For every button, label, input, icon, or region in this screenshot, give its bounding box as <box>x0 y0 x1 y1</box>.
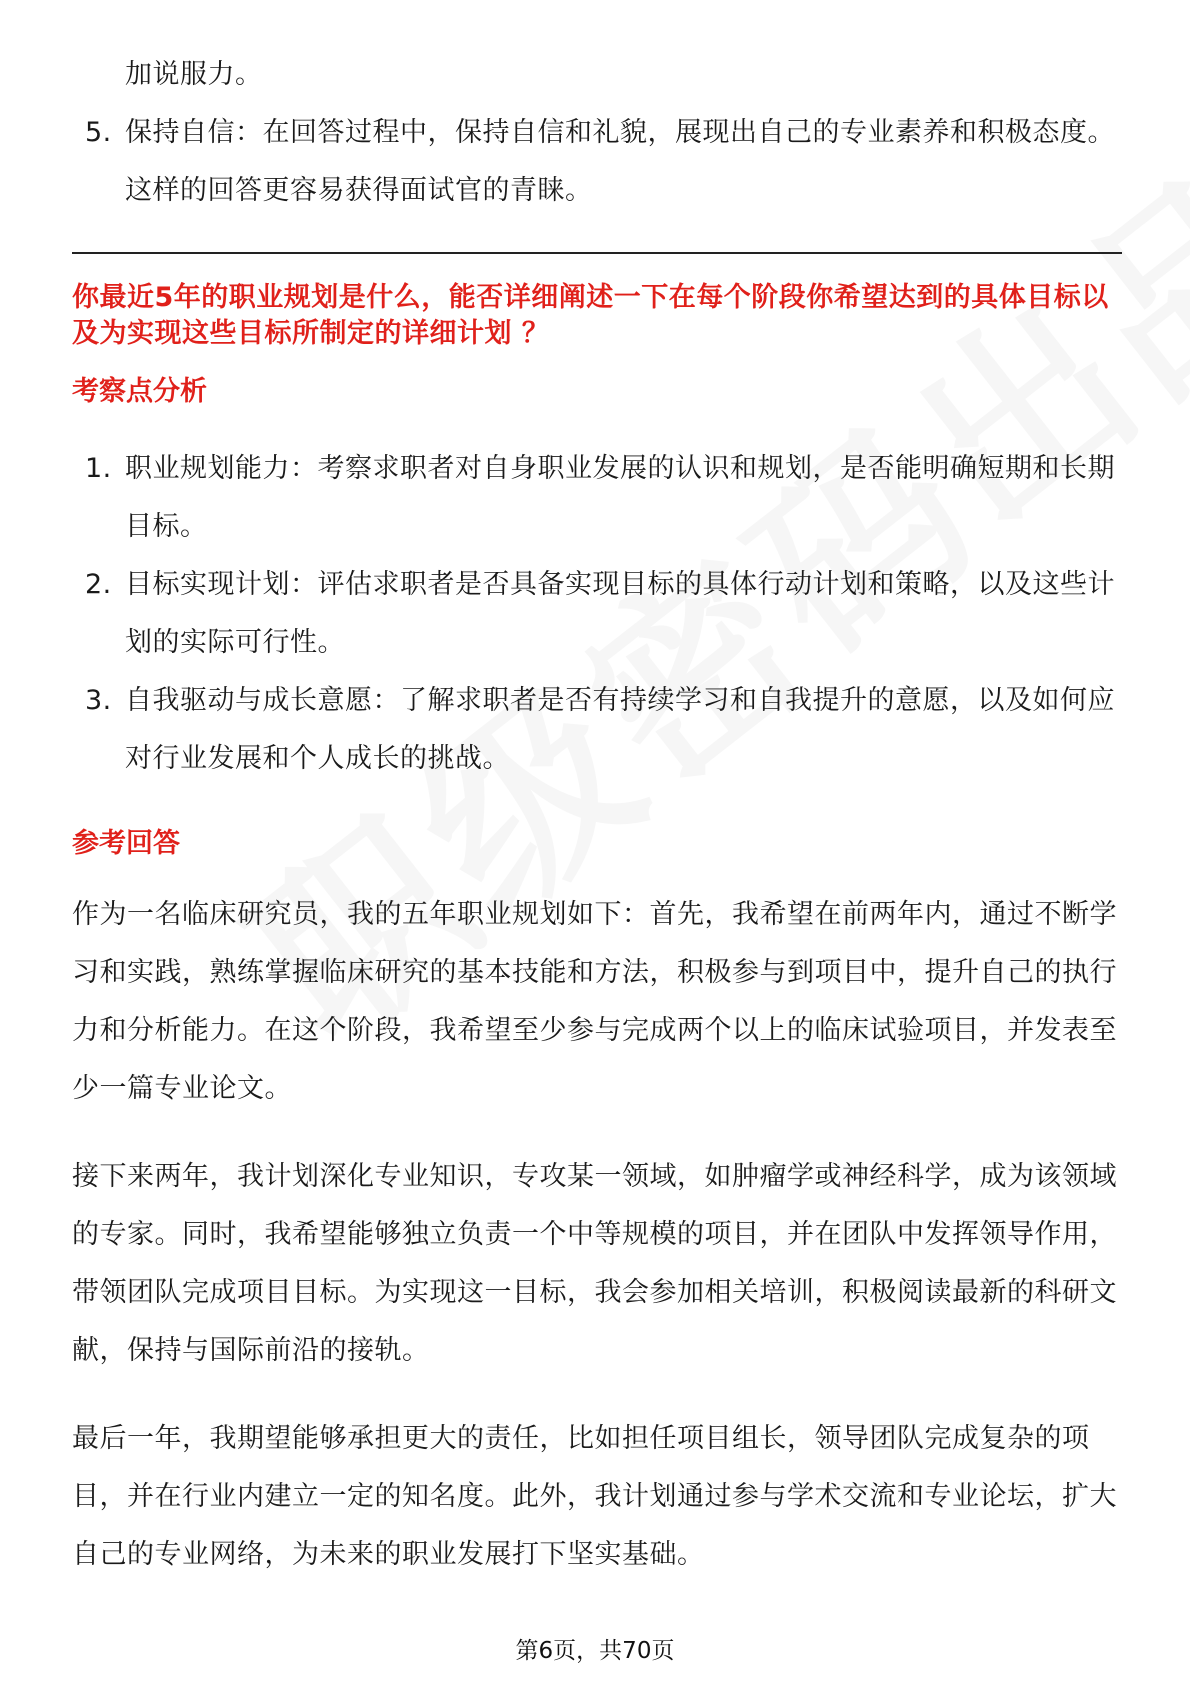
list-item-5 <box>72 104 1122 220</box>
section-divider <box>72 252 1122 254</box>
list-item-text: 加说服力。 <box>125 59 263 90</box>
list-item <box>72 672 1122 788</box>
page-content <box>72 46 1122 1584</box>
answer-body <box>72 886 1122 1584</box>
list-item-number: 3. <box>85 685 112 716</box>
answer-paragraph: 作为一名临床研究员，我的五年职业规划如下：首先，我希望在前两年内，通过不断学习和实践，熟练掌握临床研究的基本技能和方法，积极参与到项目中，提升自己的执行力和分析能力。在这个阶段，我希望至少参与完成两个以上的临床试验项目，并发表至少一篇专业论文。 <box>72 899 1117 1104</box>
list-item-text: 自我驱动与成长意愿：了解求职者是否有持续学习和自我提升的意愿，以及如何应对行业发展和个人成长的挑战。 <box>125 685 1115 774</box>
question-title: 你最近5年的职业规划是什么，能否详细阐述一下在每个阶段你希望达到的具体目标以及为实现这些目标所制定的详细计划 ？ <box>72 282 1109 349</box>
analysis-list <box>72 440 1122 788</box>
list-item-text: 职业规划能力：考察求职者对自身职业发展的认识和规划，是否能明确短期和长期目标。 <box>125 453 1115 542</box>
answer-paragraph: 接下来两年，我计划深化专业知识，专攻某一领域，如肿瘤学或神经科学，成为该领域的专家。同时，我希望能够独立负责一个中等规模的项目，并在团队中发挥领导作用，带领团队完成项目目标。为实现这一目标，我会参加相关培训，积极阅读最新的科研文献，保持与国际前沿的接轨。 <box>72 1161 1117 1366</box>
list-item-number: 1. <box>85 453 112 484</box>
list-item-number: 5. <box>85 117 112 148</box>
page-number: 第6页，共70页 <box>515 1638 675 1664</box>
answer-heading: 参考回答 <box>72 828 180 859</box>
analysis-heading: 考察点分析 <box>72 376 207 407</box>
list-item-text: 保持自信：在回答过程中，保持自信和礼貌，展现出自己的专业素养和积极态度。这样的回答更容易获得面试官的青睐。 <box>125 117 1115 206</box>
list-item-number: 2. <box>85 569 112 600</box>
list-item-text: 目标实现计划：评估求职者是否具备实现目标的具体行动计划和策略，以及这些计划的实际可行性。 <box>125 569 1115 658</box>
list-item <box>72 440 1122 556</box>
list-item-continuation <box>72 46 1122 104</box>
list-item <box>72 556 1122 672</box>
answer-paragraph: 最后一年，我期望能够承担更大的责任，比如担任项目组长，领导团队完成复杂的项目，并在行业内建立一定的知名度。此外，我计划通过参与学术交流和专业论坛，扩大自己的专业网络，为未来的职业发展打下坚实基础。 <box>72 1423 1117 1570</box>
